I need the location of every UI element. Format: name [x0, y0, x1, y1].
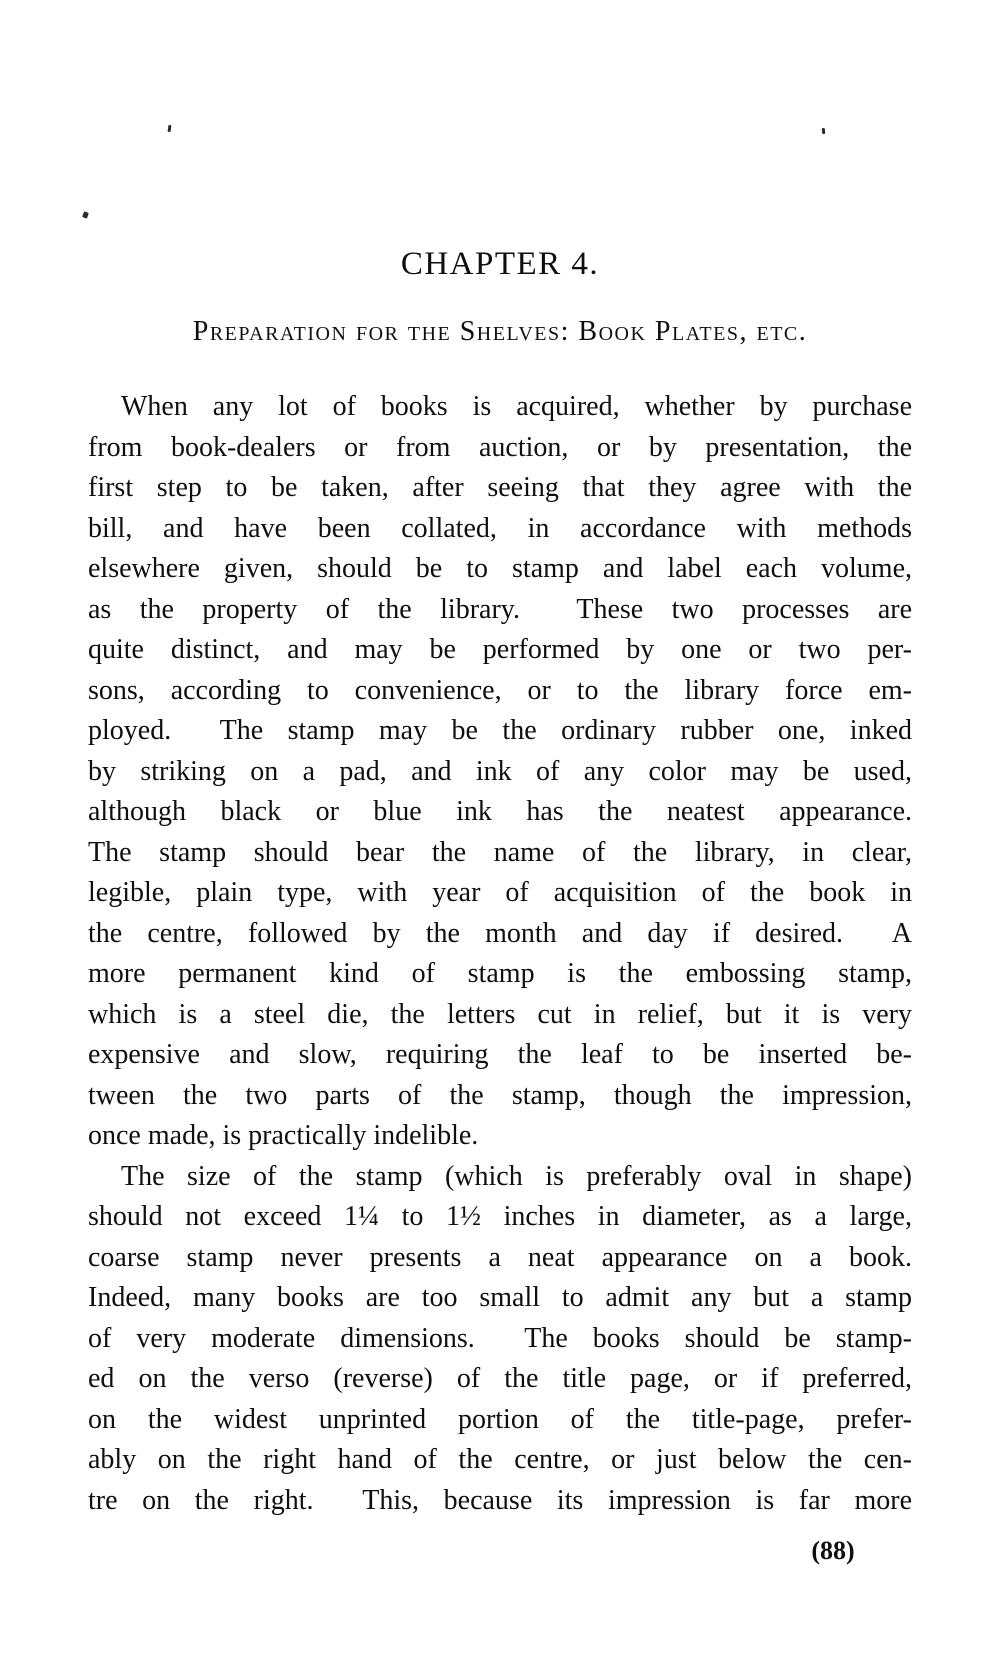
text-line: quite distinct, and may be performed by one or two per- — [88, 634, 912, 665]
chapter-heading: CHAPTER 4. — [400, 246, 600, 282]
text-line: the centre, followed by the month and day if desired. A — [88, 917, 912, 949]
text-line: The stamp should bear the name of the library, in clear, — [88, 836, 912, 868]
page-number: (88) — [811, 1536, 855, 1565]
text-line: on the widest unprinted portion of the title-page, prefer- — [88, 1403, 912, 1435]
text-line: ably on the right hand of the centre, or just below the cen- — [88, 1444, 912, 1475]
text-line: coarse stamp never presents a neat appearance on a book. — [88, 1241, 912, 1273]
scan-artifact-dot — [168, 125, 172, 132]
text-line: bill, and have been collated, in accordance with methods — [88, 512, 912, 544]
text-line: from book-dealers or from auction, or by presentation, the — [88, 431, 912, 463]
text-line: legible, plain type, with year of acquisition of the book in — [88, 877, 912, 908]
text-line: When any lot of books is acquired, whether by purchase — [121, 391, 912, 422]
text-line: which is a steel die, the letters cut in relief, but it is very — [88, 998, 912, 1030]
paragraph — [88, 387, 912, 1157]
text-line: once made, is practically indelible. — [88, 1120, 479, 1151]
body-text — [88, 387, 912, 1521]
text-line: Indeed, many books are too small to admit any but a stamp — [88, 1282, 912, 1313]
text-line: tween the two parts of the stamp, though the impression, — [88, 1079, 912, 1111]
scan-artifact-dot — [82, 211, 89, 218]
text-line: as the property of the library. These two processes are — [88, 593, 912, 625]
scan-artifact-dot — [822, 128, 826, 134]
text-line: expensive and slow, requiring the leaf to be inserted be- — [88, 1039, 912, 1070]
text-line: sons, according to convenience, or to the library force em- — [88, 674, 912, 706]
text-line: by striking on a pad, and ink of any color may be used, — [88, 755, 912, 787]
text-line: more permanent kind of stamp is the embossing stamp, — [88, 958, 912, 989]
text-line: The size of the stamp (which is preferably oval in shape) — [121, 1160, 912, 1192]
text-line: ed on the verso (reverse) of the title page, or if preferred, — [88, 1363, 912, 1394]
text-line: elsewhere given, should be to stamp and label each volume, — [88, 553, 912, 584]
text-line: although black or blue ink has the neatest appearance. — [88, 796, 912, 827]
text-line: of very moderate dimensions. The books should be stamp- — [88, 1322, 912, 1354]
text-line: tre on the right. This, because its impression is far more — [88, 1484, 912, 1516]
text-line: first step to be taken, after seeing that they agree with the — [88, 472, 912, 503]
text-line: ployed. The stamp may be the ordinary rubber one, inked — [88, 715, 912, 746]
paragraph — [88, 1157, 912, 1522]
text-line: should not exceed 1¼ to 1½ inches in diameter, as a large, — [88, 1201, 912, 1232]
section-heading: Preparation for the Shelves: Book Plates, etc. — [192, 316, 808, 347]
